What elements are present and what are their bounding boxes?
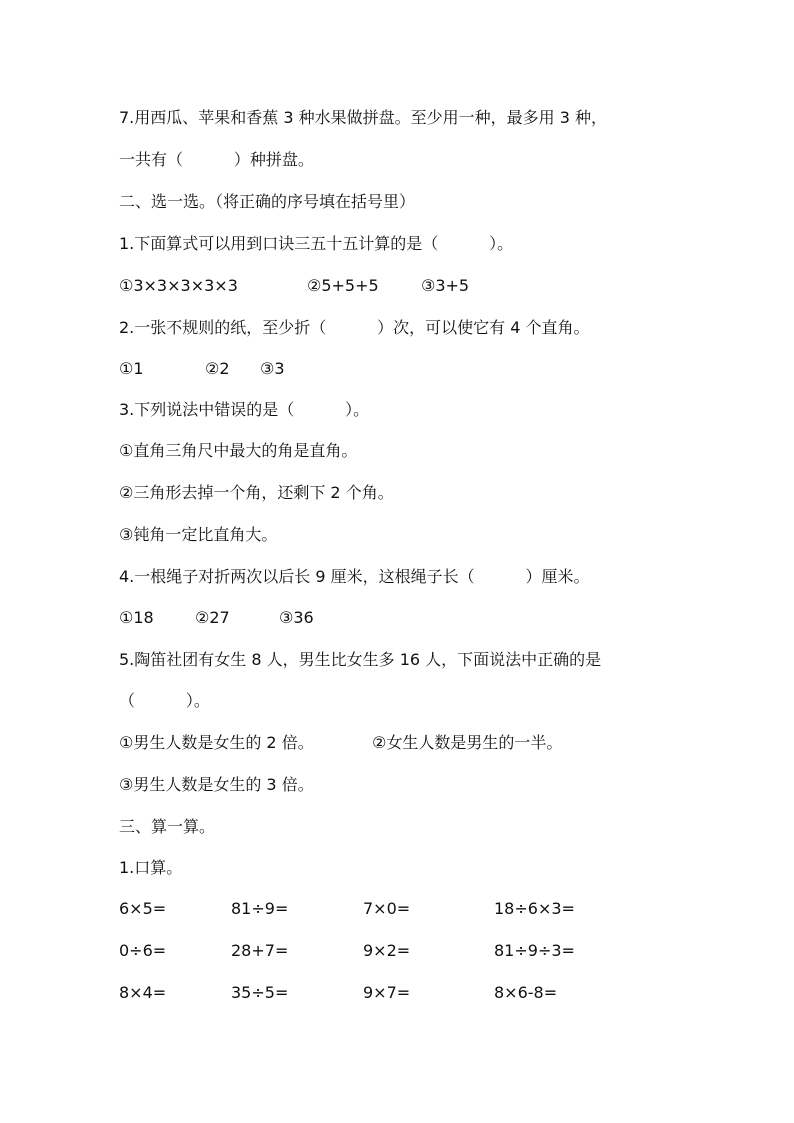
q2-stem: 2.一张不规则的纸，至少折（ ）次，可以使它有 4 个直角。 [119,318,590,337]
q5-option-1: ①男生人数是女生的 2 倍。 [119,733,314,752]
calc-r3-c4: 8×6-8= [494,983,558,1002]
q2-option-3: ③3 [260,359,285,378]
q5-option-2: ②女生人数是男生的一半。 [372,733,563,752]
section3-sub1: 1.口算。 [119,858,183,877]
q5-stem-line1: 5.陶笛社团有女生 8 人，男生比女生多 16 人，下面说法中正确的是 [119,650,602,669]
calc-r1-c3: 7×0= [363,899,411,918]
section2-heading: 二、选一选。（将正确的序号填在括号里） [119,192,416,211]
calc-r3-c3: 9×7= [363,983,411,1002]
calc-r1-c4: 18÷6×3= [494,899,575,918]
calc-r3-c2: 35÷5= [231,983,289,1002]
q5-option-3: ③男生人数是女生的 3 倍。 [119,775,314,794]
q3-stem: 3.下列说法中错误的是（ ）。 [119,400,370,419]
calc-r2-c4: 81÷9÷3= [494,941,575,960]
calc-r2-c1: 0÷6= [119,941,167,960]
q7-line1: 7.用西瓜、苹果和香蕉 3 种水果做拼盘。至少用一种，最多用 3 种， [119,108,607,127]
q3-option-3: ③钝角一定比直角大。 [119,525,278,544]
q5-stem-line2: （ ）。 [119,691,210,710]
q3-option-2: ②三角形去掉一个角，还剩下 2 个角。 [119,483,394,502]
calc-r2-c2: 28+7= [231,941,289,960]
section3-heading: 三、算一算。 [119,817,216,836]
calc-r2-c3: 9×2= [363,941,411,960]
q2-option-1: ①1 [119,359,144,378]
q2-option-2: ②2 [205,359,230,378]
q1-stem: 1.下面算式可以用到口诀三五十五计算的是（ ）。 [119,234,514,253]
q3-option-1: ①直角三角尺中最大的角是直角。 [119,441,358,460]
calc-r3-c1: 8×4= [119,983,167,1002]
q1-option-2: ②5+5+5 [307,276,379,295]
q4-option-2: ②27 [195,608,230,627]
q7-line2: 一共有（ ）种拼盘。 [119,150,314,169]
q4-stem: 4.一根绳子对折两次以后长 9 厘米，这根绳子长（ ）厘米。 [119,567,590,586]
q1-option-1: ①3×3×3×3×3 [119,276,238,295]
calc-r1-c2: 81÷9= [231,899,289,918]
q4-option-3: ③36 [279,608,314,627]
q4-option-1: ①18 [119,608,154,627]
calc-r1-c1: 6×5= [119,899,167,918]
q1-option-3: ③3+5 [421,276,470,295]
